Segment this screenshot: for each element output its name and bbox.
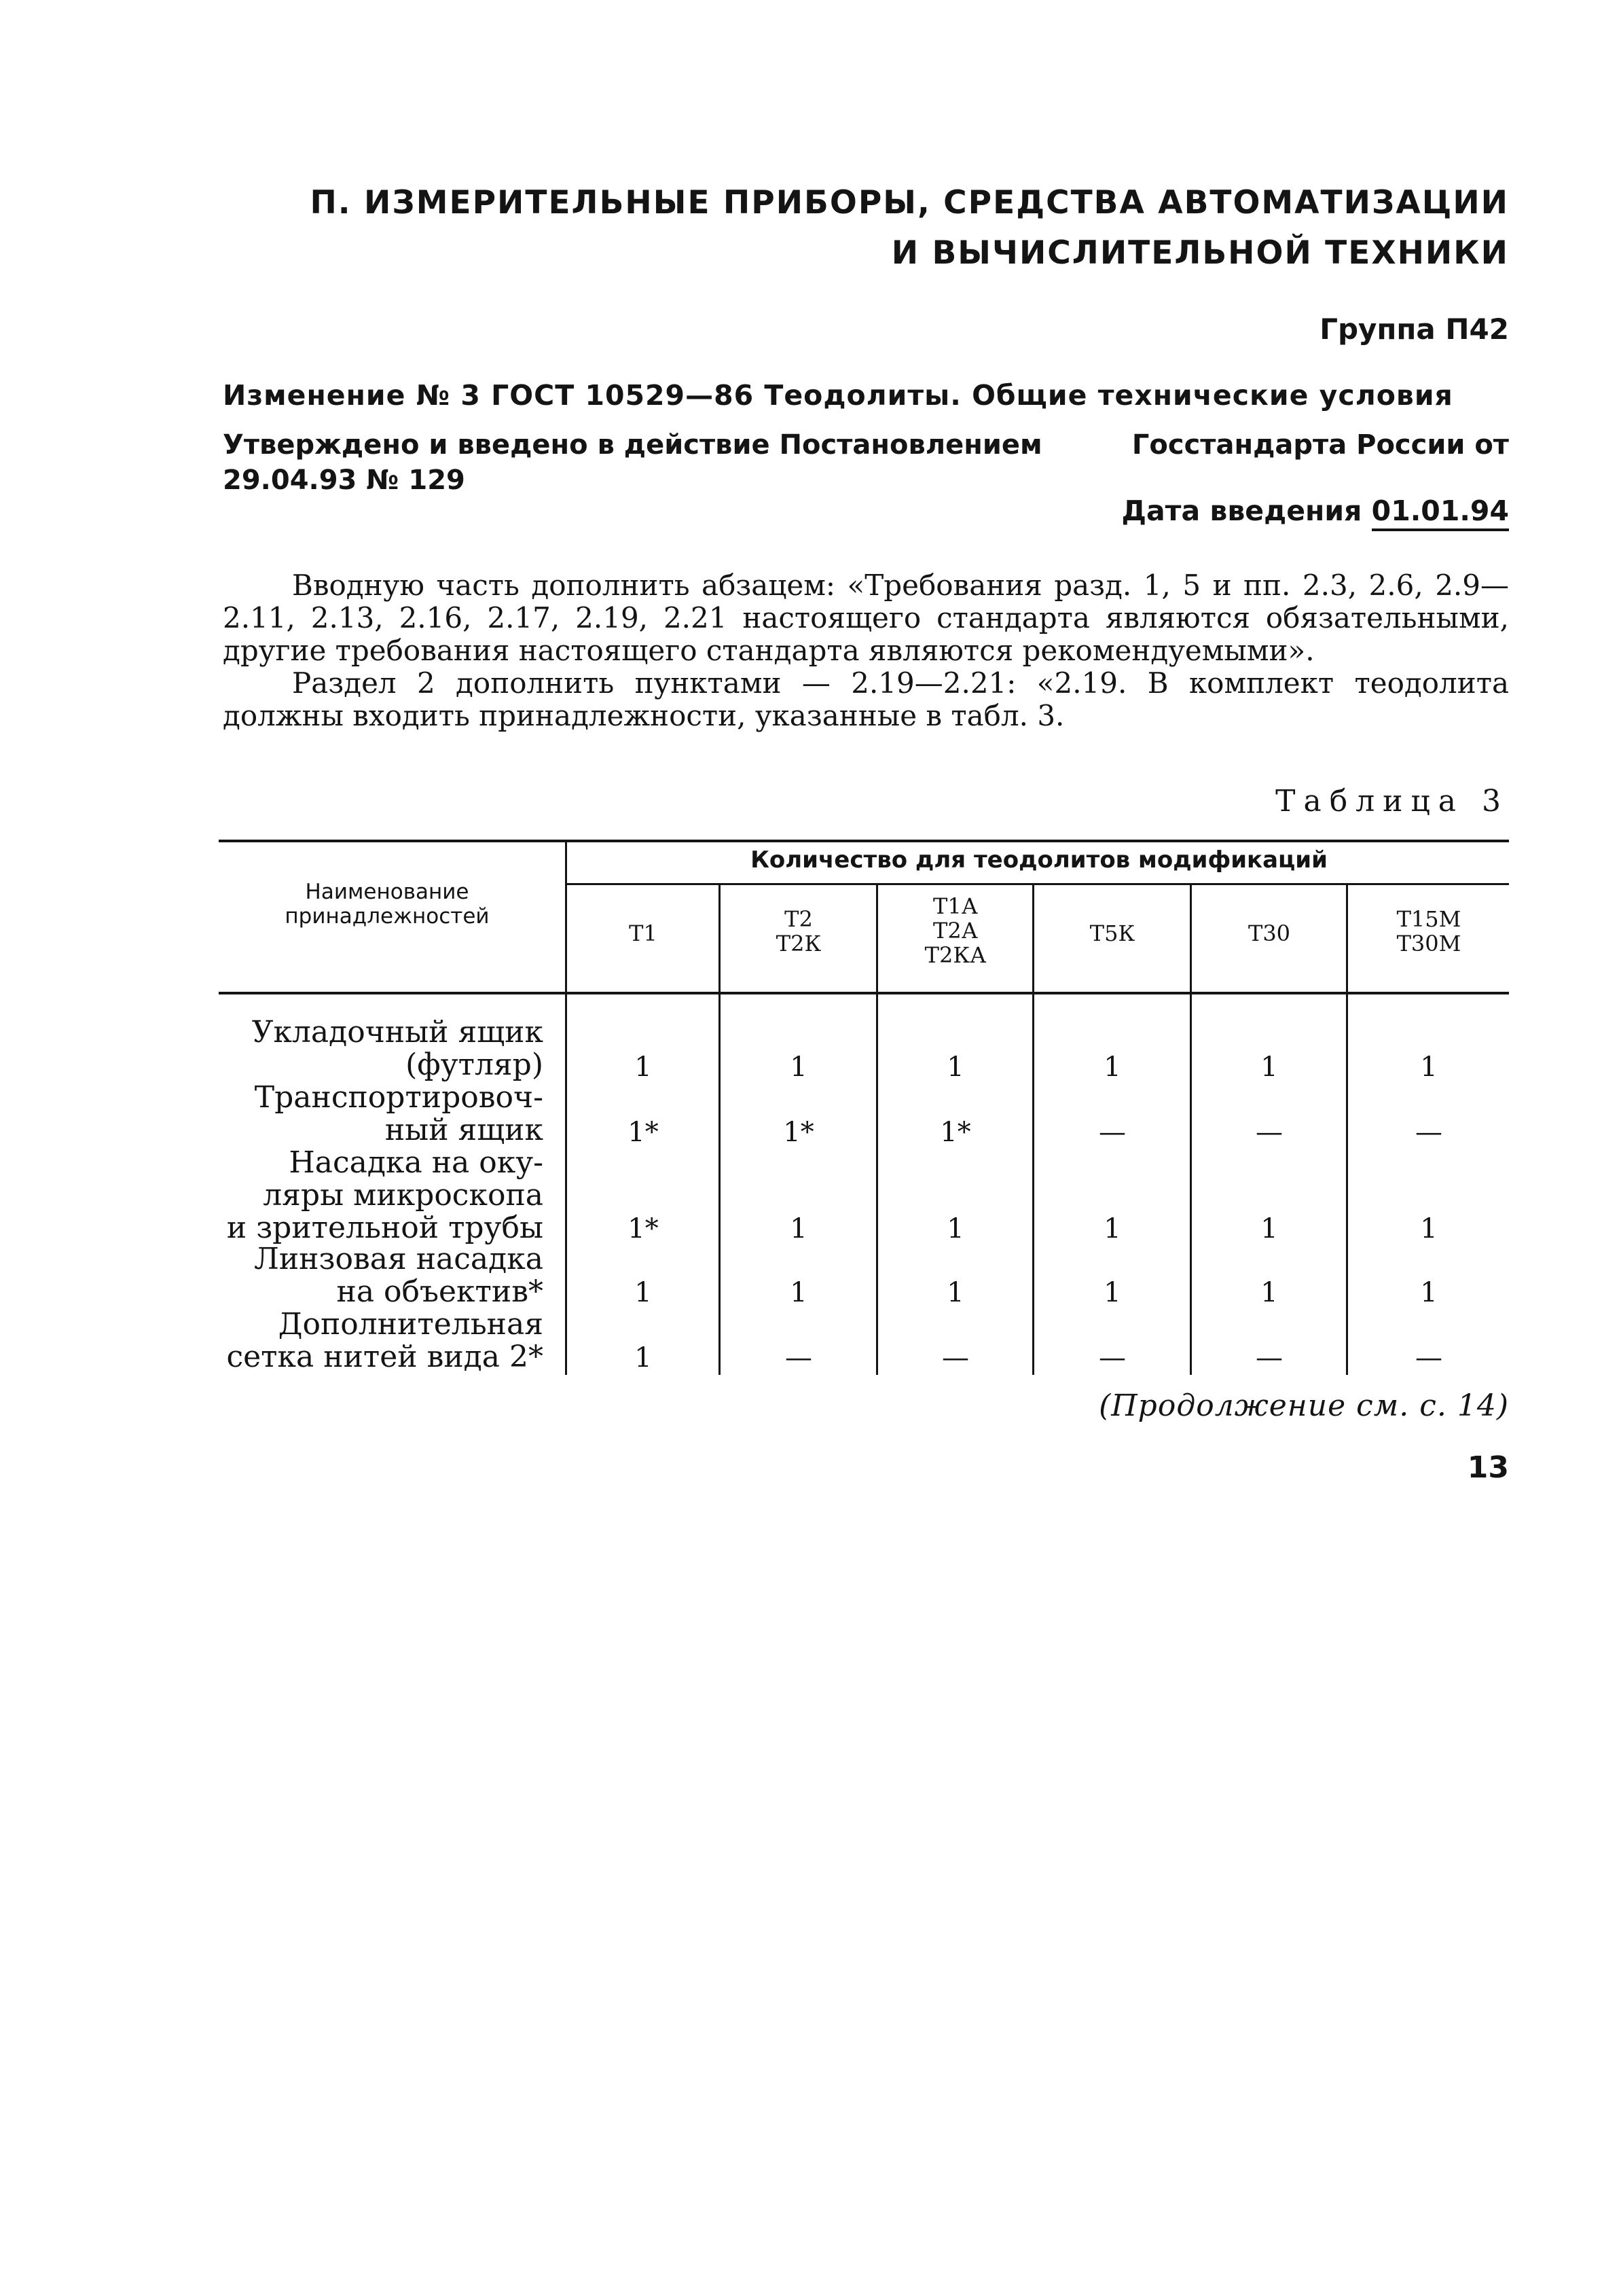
header-bottom-rule (219, 992, 1509, 994)
date-line (1122, 495, 1510, 527)
table-row-name: Укладочный ящик (футляр) (251, 1015, 543, 1082)
body-paragraph-1: Вводную часть дополнить абзацем: «Требования разд. 1, 5 и пп. 2.3, 2.6, 2.9—2.11, 2.13, 2.16, 2.17, 2.19, 2.21 настоящего стандарта являются обязательными, другие требования настоящего стандарта являются рекомендуемыми». (223, 569, 1509, 667)
table-top-rule (219, 840, 1509, 842)
table-cell: 1 (1260, 1213, 1278, 1244)
group-header-rule (566, 883, 1509, 885)
body-text (223, 569, 1509, 732)
table-cell: 1 (1260, 1052, 1278, 1083)
table-cell: 1 (634, 1277, 652, 1308)
table-cell: 1* (627, 1213, 659, 1244)
change-title: Изменение № 3 ГОСТ 10529—86 Теодолиты. Общие технические условия (223, 379, 1453, 412)
table-cell: 1 (1104, 1277, 1121, 1308)
date-value: 01.01.94 (1372, 495, 1509, 531)
table-cell: — (942, 1342, 969, 1374)
table-cell: — (1256, 1117, 1283, 1148)
continued-note: (Продолжение см. с. 14) (1099, 1388, 1509, 1423)
page-number: 13 (1467, 1450, 1509, 1485)
table-cell: 1 (634, 1052, 652, 1083)
col-header-t1: Т1 (629, 920, 657, 946)
table-cell: — (1415, 1117, 1442, 1148)
table-cell: 1* (940, 1117, 971, 1148)
table-cell: 1* (783, 1117, 814, 1148)
approved-number: 29.04.93 № 129 (223, 465, 465, 496)
table-cell: 1 (1104, 1213, 1121, 1244)
section-title-line1: П. ИЗМЕРИТЕЛЬНЫЕ ПРИБОРЫ, СРЕДСТВА АВТОМАТИЗАЦИИ (310, 184, 1509, 221)
body-divider-name (565, 994, 567, 1375)
section-title-line2: И ВЫЧИСЛИТЕЛЬНОЙ ТЕХНИКИ (891, 234, 1509, 272)
header-divider-name (565, 842, 567, 992)
header-divider-1 (718, 885, 721, 992)
table-row-name: Транспортировоч- ный ящик (254, 1080, 543, 1147)
table-caption: Таблица 3 (1275, 784, 1509, 819)
approved-left: Утверждено и введено в действие Постановлением (223, 429, 1042, 461)
body-divider-2 (876, 994, 878, 1375)
table-row-name: Линзовая насадка на объектив* (254, 1242, 543, 1309)
body-divider-1 (718, 994, 721, 1375)
table-cell: — (1099, 1342, 1126, 1374)
body-paragraph-2: Раздел 2 дополнить пунктами — 2.19—2.21: «2.19. В комплект теодолита должны входить принадлежности, указанные в табл. 3. (223, 666, 1509, 732)
body-divider-5 (1346, 994, 1348, 1375)
table-cell: 1 (947, 1052, 964, 1083)
header-divider-3 (1032, 885, 1034, 992)
body-divider-4 (1190, 994, 1192, 1375)
body-divider-3 (1032, 994, 1034, 1375)
group-label: Группа П42 (1319, 312, 1509, 346)
table-cell: 1 (947, 1213, 964, 1244)
approved-line (223, 429, 1509, 461)
table-cell: 1 (634, 1342, 652, 1374)
header-divider-5 (1346, 885, 1348, 992)
table-cell: 1 (1420, 1213, 1438, 1244)
col-header-t2: Т2 Т2К (776, 906, 822, 956)
table-cell: 1* (627, 1117, 659, 1148)
col-header-t1a: Т1А Т2А Т2КА (924, 893, 987, 968)
table-cell: 1 (790, 1277, 807, 1308)
table-cell: 1 (1260, 1277, 1278, 1308)
table-cell: — (1256, 1342, 1283, 1374)
table-cell: — (1415, 1342, 1442, 1374)
approved-right: Госстандарта России от (1131, 429, 1509, 461)
table-cell: — (1099, 1117, 1126, 1148)
table-row-name: Дополнительная сетка нитей вида 2* (226, 1307, 543, 1374)
header-divider-2 (876, 885, 878, 992)
table-row-name: Насадка на оку- ляры микроскопа и зрительной трубы (226, 1145, 543, 1245)
col-name-header: Наименование принадлежностей (285, 880, 490, 929)
section-title (204, 178, 1509, 279)
table-cell: 1 (1420, 1277, 1438, 1308)
group-header: Количество для теодолитов модификаций (750, 846, 1328, 874)
table-cell: 1 (790, 1213, 807, 1244)
table-cell: 1 (947, 1277, 964, 1308)
col-header-t5k: Т5К (1089, 920, 1135, 946)
table-cell: 1 (1104, 1052, 1121, 1083)
table-cell: 1 (790, 1052, 807, 1083)
col-header-t30: Т30 (1248, 920, 1291, 946)
table-cell: 1 (1420, 1052, 1438, 1083)
date-label: Дата введения (1121, 495, 1362, 527)
col-header-t15m: Т15М Т30М (1396, 906, 1461, 956)
header-divider-4 (1190, 885, 1192, 992)
table-cell: — (785, 1342, 812, 1374)
